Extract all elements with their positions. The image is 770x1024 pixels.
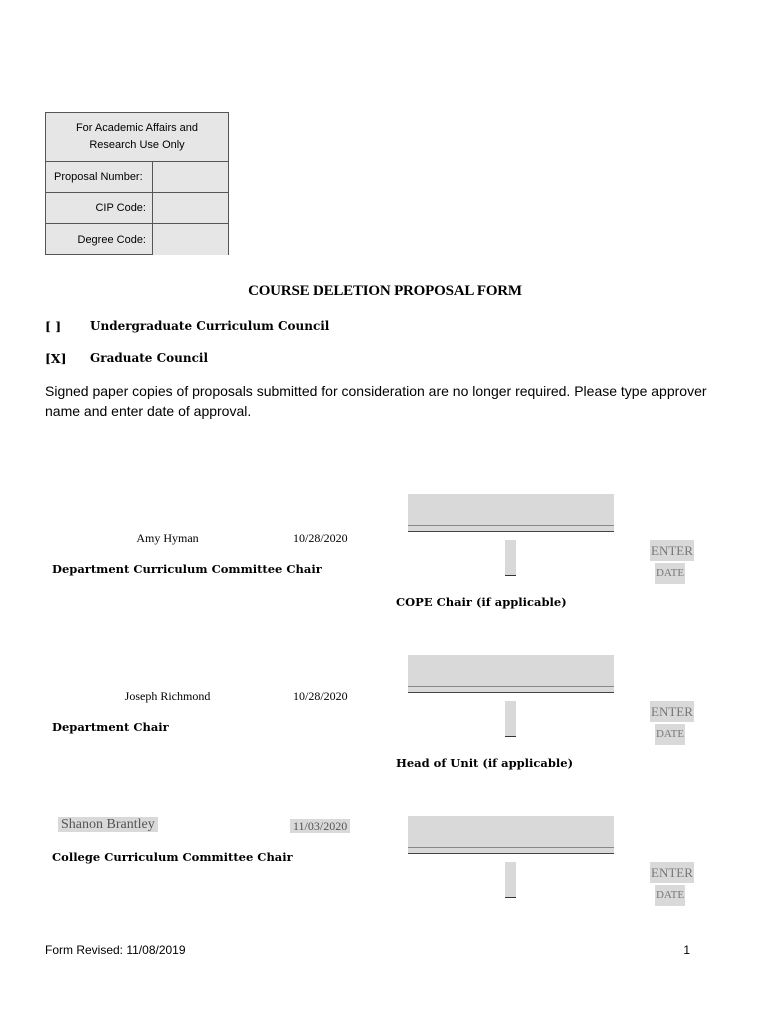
signature-field[interactable] bbox=[408, 816, 614, 854]
role-label: Department Chair bbox=[52, 720, 169, 734]
approval-date-field[interactable] bbox=[290, 819, 350, 834]
signature-field[interactable] bbox=[408, 655, 614, 693]
council-name: Undergraduate Curriculum Council bbox=[90, 319, 330, 333]
council-checkbox[interactable]: [X] bbox=[45, 351, 67, 366]
optional-role-label: Head of Unit (if applicable) bbox=[396, 756, 574, 770]
enter-date-placeholder[interactable] bbox=[650, 540, 693, 584]
proposal-number-field[interactable] bbox=[153, 162, 228, 192]
enter-date-line1: ENTER bbox=[650, 862, 694, 883]
approval-date-field[interactable]: 10/28/2020 bbox=[293, 531, 348, 545]
approver-name-field[interactable] bbox=[58, 817, 158, 833]
signature-field[interactable] bbox=[408, 494, 614, 532]
degree-code-row bbox=[46, 224, 228, 255]
cip-code-field[interactable] bbox=[153, 193, 228, 223]
enter-date-line1: ENTER bbox=[650, 701, 694, 722]
approval-date-value: 11/03/2020 bbox=[290, 819, 350, 833]
approver-name-field[interactable]: Amy Hyman bbox=[136, 531, 199, 545]
role-label: Department Curriculum Committee Chair bbox=[52, 562, 322, 576]
degree-code-field[interactable] bbox=[153, 224, 228, 255]
proposal-number-row bbox=[46, 162, 228, 193]
academic-affairs-use-box bbox=[45, 112, 229, 255]
enter-date-line2: DATE bbox=[655, 724, 685, 745]
form-title: COURSE DELETION PROPOSAL FORM bbox=[248, 283, 522, 299]
degree-code-label: Degree Code: bbox=[46, 224, 153, 255]
form-revised-date: Form Revised: 11/08/2019 bbox=[45, 943, 186, 957]
council-name: Graduate Council bbox=[90, 351, 209, 365]
cip-code-row bbox=[46, 193, 228, 224]
page-number: 1 bbox=[683, 943, 690, 957]
page-footer bbox=[45, 943, 690, 957]
enter-date-placeholder[interactable] bbox=[650, 701, 693, 745]
proposal-number-label: Proposal Number: bbox=[46, 162, 153, 192]
enter-date-line1: ENTER bbox=[650, 540, 694, 561]
role-label: College Curriculum Committee Chair bbox=[52, 850, 293, 864]
council-checkbox[interactable]: [ ] bbox=[45, 319, 62, 334]
approval-date-field[interactable]: 10/28/2020 bbox=[293, 689, 348, 703]
date-entry-field[interactable] bbox=[505, 701, 516, 737]
cip-code-label: CIP Code: bbox=[46, 193, 153, 223]
enter-date-placeholder[interactable] bbox=[650, 862, 693, 906]
enter-date-line2: DATE bbox=[655, 563, 685, 584]
date-entry-field[interactable] bbox=[505, 862, 516, 898]
date-entry-field[interactable] bbox=[505, 540, 516, 576]
council-graduate[interactable] bbox=[45, 351, 208, 366]
use-box-heading: For Academic Affairs and Research Use Only bbox=[46, 113, 228, 162]
optional-role-label: COPE Chair (if applicable) bbox=[396, 595, 567, 609]
instructions-note: Signed paper copies of proposals submitted for consideration are no longer required. Please type approver name and enter date of approval. bbox=[45, 383, 707, 419]
approver-name-value: Shanon Brantley bbox=[58, 817, 158, 832]
council-undergraduate[interactable] bbox=[45, 319, 329, 334]
approver-name-field[interactable]: Joseph Richmond bbox=[124, 689, 211, 703]
enter-date-line2: DATE bbox=[655, 885, 685, 906]
